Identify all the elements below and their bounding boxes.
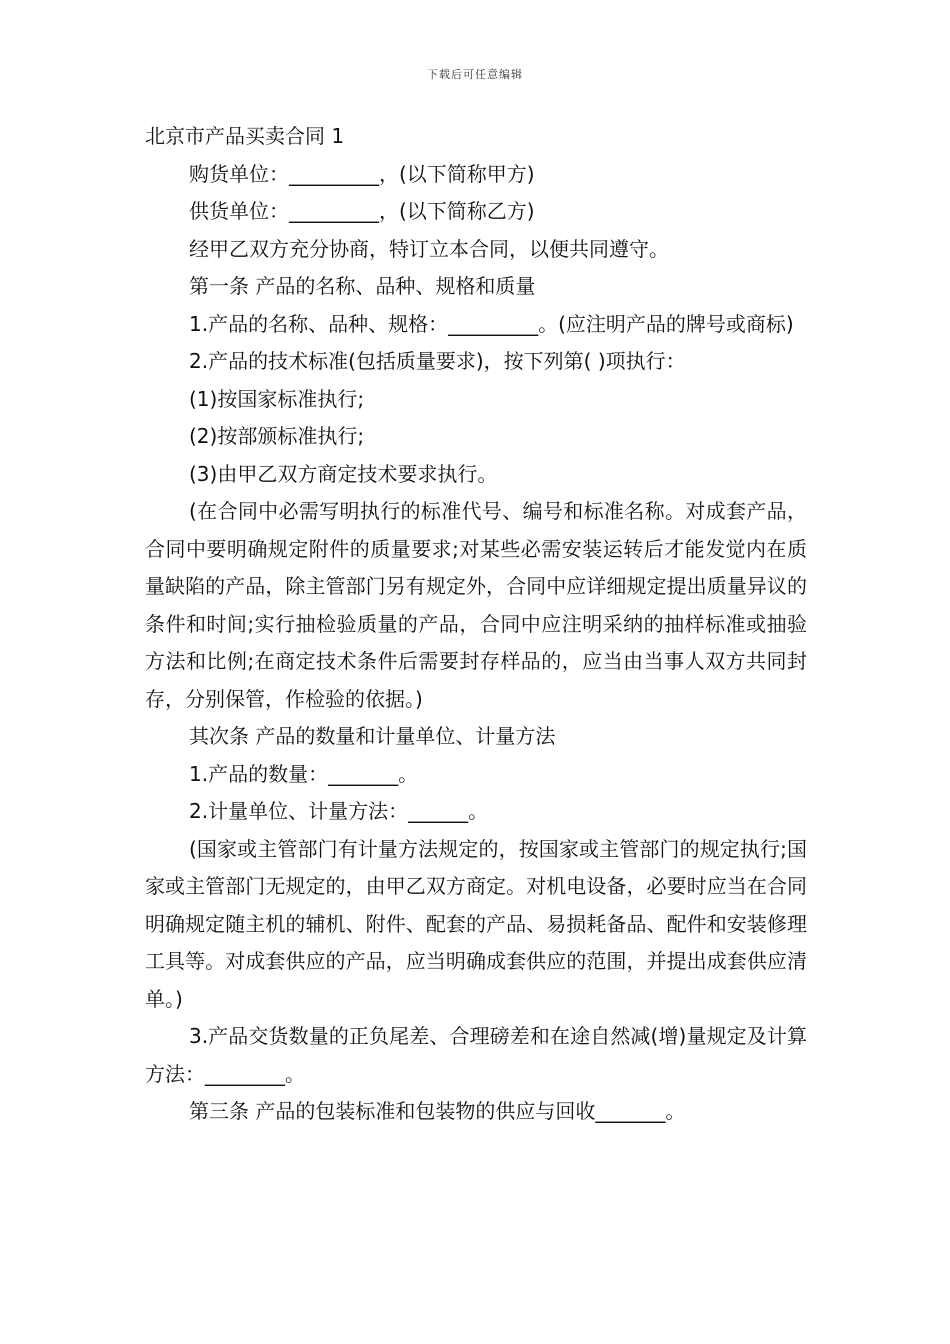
article-1-heading: 第一条 产品的名称、品种、规格和质量: [189, 274, 536, 298]
article-1-item-1: 1.产品的名称、品种、规格：_________。(应注明产品的牌号或商标): [189, 311, 794, 336]
preamble: 经甲乙双方充分协商，特订立本合同，以便共同遵守。: [189, 236, 669, 261]
article-1-item-2: 2.产品的技术标准(包括质量要求)，按下列第( )项执行：: [189, 349, 686, 373]
header-note: 下载后可任意编辑: [427, 68, 523, 81]
supplier-line: 供货单位：_________，(以下简称乙方): [189, 199, 535, 223]
article-2-item-1: 1.产品的数量：_______。: [189, 761, 419, 786]
document-body: [145, 118, 807, 1131]
article-2-heading: 其次条 产品的数量和计量单位、计量方法: [189, 724, 556, 748]
article-1-note: (在合同中必需写明执行的标准代号、编号和标准名称。对成套产品，合同中要明确规定附件的质量要求;对某些必需安装运转后才能发觉内在质量缺陷的产品，除主管部门另有规定外，合同中应详细规定提出质量异议的条件和时间;实行抽检验质量的产品，合同中应注明采纳的抽样标准或抽验方法和比例;在商定技术条件后需要封存样品的，应当由当事人双方共同封存，分别保管，作检验的依据。): [145, 499, 807, 711]
article-3-heading: 第三条 产品的包装标准和包装物的供应与回收_______。: [189, 1099, 686, 1123]
article-2-note: (国家或主管部门有计量方法规定的，按国家或主管部门的规定执行;国家或主管部门无规定的，由甲乙双方商定。对机电设备，必要时应当在合同明确规定随主机的辅机、附件、配套的产品、易损耗备品、配件和安装修理工具等。对成套供应的产品，应当明确成套供应的范围，并提出成套供应清单。): [145, 836, 807, 1011]
article-1-option-1: (1)按国家标准执行;: [189, 386, 365, 411]
buyer-line: 购货单位：_________，(以下简称甲方): [189, 161, 535, 186]
article-2-item-2: 2.计量单位、计量方法：______。: [189, 799, 489, 823]
document-title: 北京市产品买卖合同 1: [145, 124, 345, 148]
article-1-option-2: (2)按部颁标准执行;: [189, 424, 365, 448]
article-1-option-3: (3)由甲乙双方商定技术要求执行。: [189, 461, 498, 486]
article-2-item-3: 3.产品交货数量的正负尾差、合理磅差和在途自然减(增)量规定及计算方法：________。: [145, 1024, 807, 1086]
